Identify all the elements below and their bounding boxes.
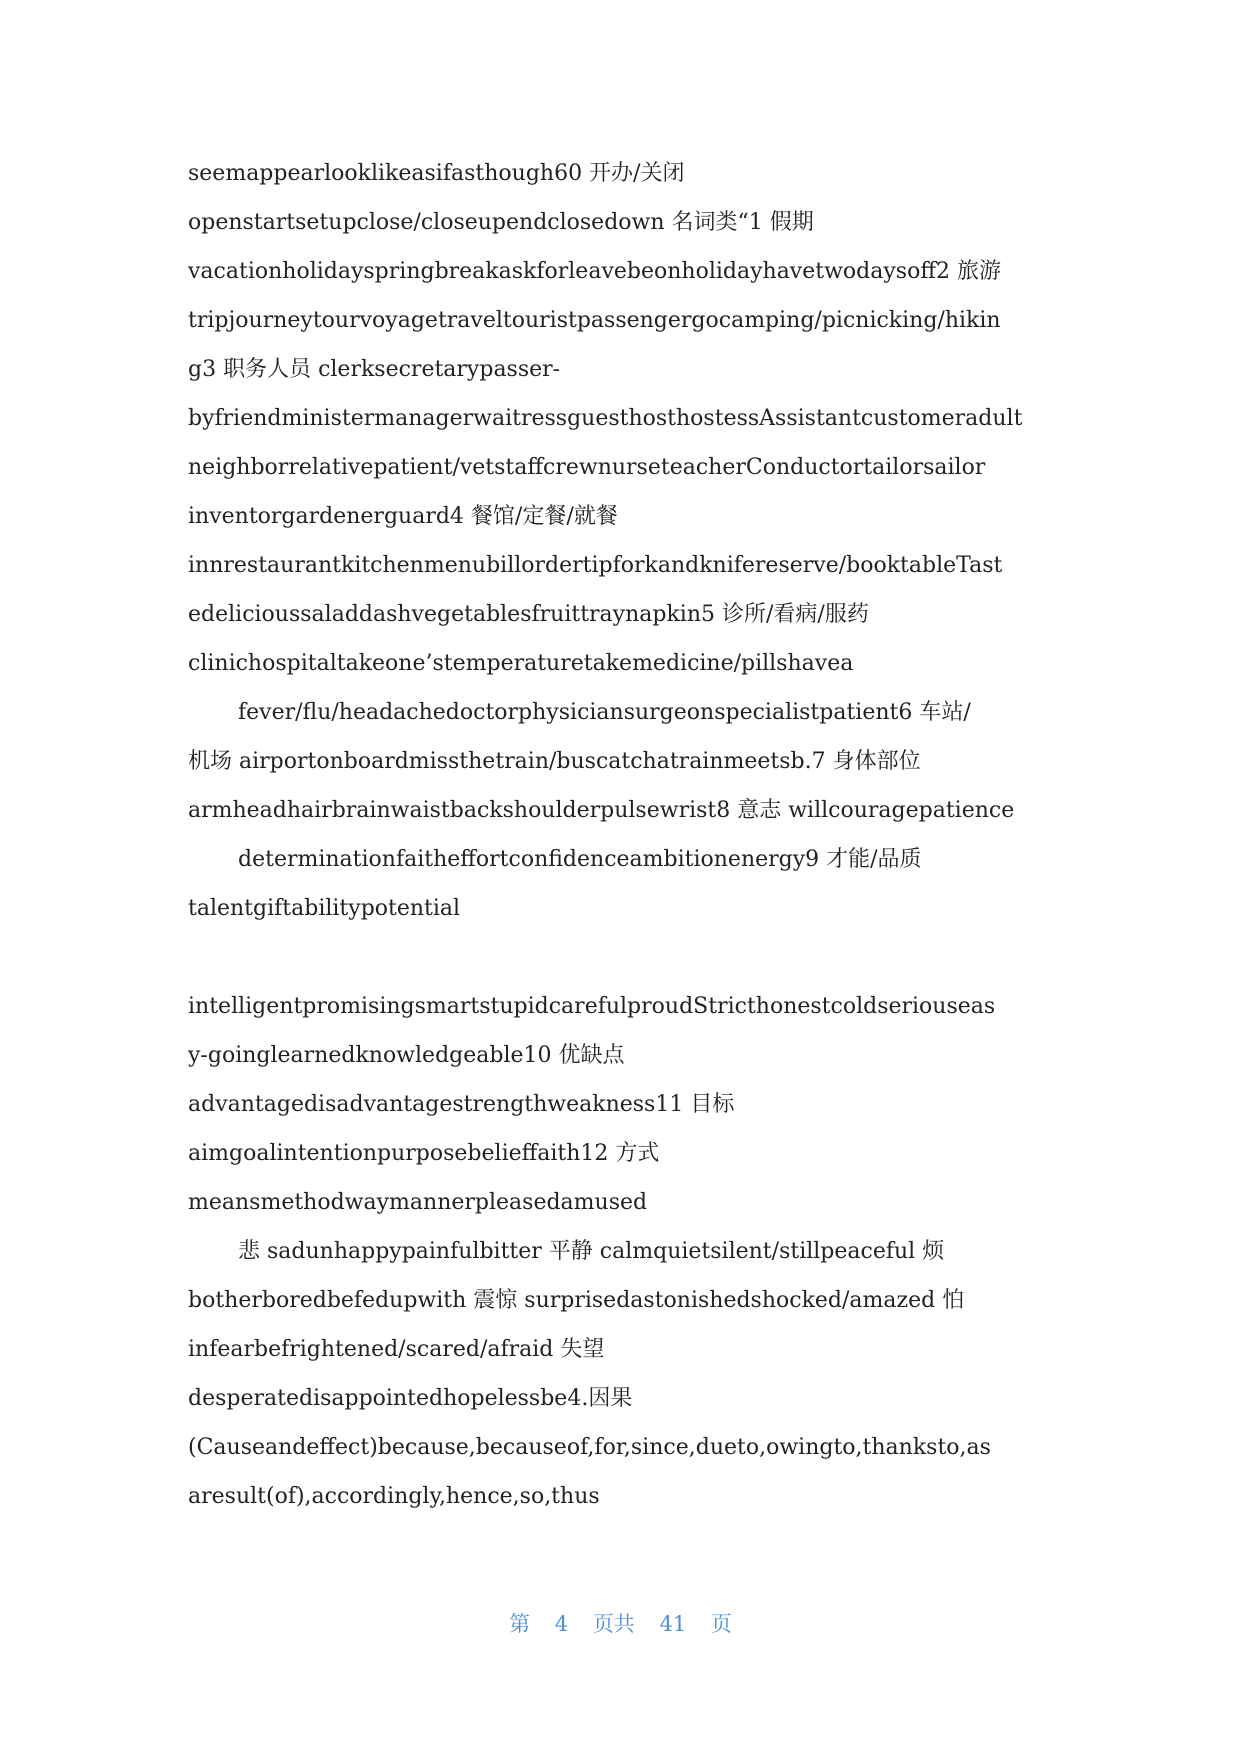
text-line: y-goinglearnedknowledgeable10 优缺点 bbox=[188, 1043, 625, 1068]
text-line: aimgoalintentionpurposebelieffaith12 方式 bbox=[188, 1141, 660, 1166]
footer-label-of: 页共 bbox=[592, 1612, 635, 1636]
footer-total-pages: 41 bbox=[659, 1612, 687, 1636]
text-line: g3 职务人员 clerksecretarypasser- bbox=[188, 357, 561, 382]
text-line: edelicioussaladdashvegetablesfruittraynapkin5 诊所/看病/服药 bbox=[188, 602, 869, 627]
text-line: intelligentpromisingsmartstupidcarefulproudStricthonestcoldseriouseas bbox=[188, 994, 996, 1019]
text-line: (Causeandeffect)because,becauseof,for,since,dueto,owingto,thanksto,as bbox=[188, 1435, 991, 1460]
text-line: meansmethodwaymannerpleasedamused bbox=[188, 1190, 648, 1215]
text-line: vacationholidayspringbreakaskforleavebeonholidayhavetwodaysoff2 旅游 bbox=[188, 259, 1001, 284]
footer-current-page: 4 bbox=[554, 1612, 569, 1636]
text-line bbox=[188, 940, 1060, 989]
text-line: fever/flu/headachedoctorphysiciansurgeonspecialistpatient6 车站/ bbox=[238, 700, 971, 725]
text-line: neighborrelativepatient/vetstaffcrewnurseteacherConductortailorsailor bbox=[188, 455, 986, 480]
text-line: botherboredbefedupwith 震惊 surprisedastonishedshocked/amazed 怕 bbox=[188, 1288, 965, 1313]
footer-label-end: 页 bbox=[710, 1612, 732, 1636]
footer-label-page: 第 bbox=[509, 1612, 531, 1636]
text-line: 悲 sadunhappypainfulbitter 平静 calmquietsilent/stillpeaceful 烦 bbox=[238, 1239, 945, 1264]
text-line: byfriendministermanagerwaitressguesthosthostessAssistantcustomeradult bbox=[188, 406, 1023, 431]
text-line: openstartsetupclose/closeupendclosedown 名词类“1 假期 bbox=[188, 210, 814, 235]
text-line: seemappearlooklikeasifasthough60 开办/关闭 bbox=[188, 161, 685, 186]
text-line: innrestaurantkitchenmenubillordertipforkandknifereserve/booktableTast bbox=[188, 553, 1003, 578]
text-line: aresult(of),accordingly,hence,so,thus bbox=[188, 1484, 600, 1509]
page-footer bbox=[0, 1608, 1241, 1638]
text-line: tripjourneytourvoyagetraveltouristpassengergocamping/picnicking/hikin bbox=[188, 308, 1001, 333]
text-line: desperatedisappointedhopelessbe4.因果 bbox=[188, 1386, 633, 1411]
text-line: talentgiftabilitypotential bbox=[188, 896, 461, 921]
text-line: 机场 airportonboardmissthetrain/buscatchatrainmeetsb.7 身体部位 bbox=[188, 749, 921, 774]
body-text bbox=[188, 156, 1060, 1528]
text-line: inventorgardenerguard4 餐馆/定餐/就餐 bbox=[188, 504, 618, 529]
text-line: armheadhairbrainwaistbackshoulderpulsewrist8 意志 willcouragepatience bbox=[188, 798, 1015, 823]
text-line: infearbefrightened/scared/afraid 失望 bbox=[188, 1337, 605, 1362]
text-line: determinationfaitheffortconfidenceambitionenergy9 才能/品质 bbox=[238, 847, 922, 872]
text-line: advantagedisadvantagestrengthweakness11 目标 bbox=[188, 1092, 735, 1117]
text-line: clinichospitaltakeone’stemperaturetakemedicine/pillshavea bbox=[188, 651, 854, 676]
